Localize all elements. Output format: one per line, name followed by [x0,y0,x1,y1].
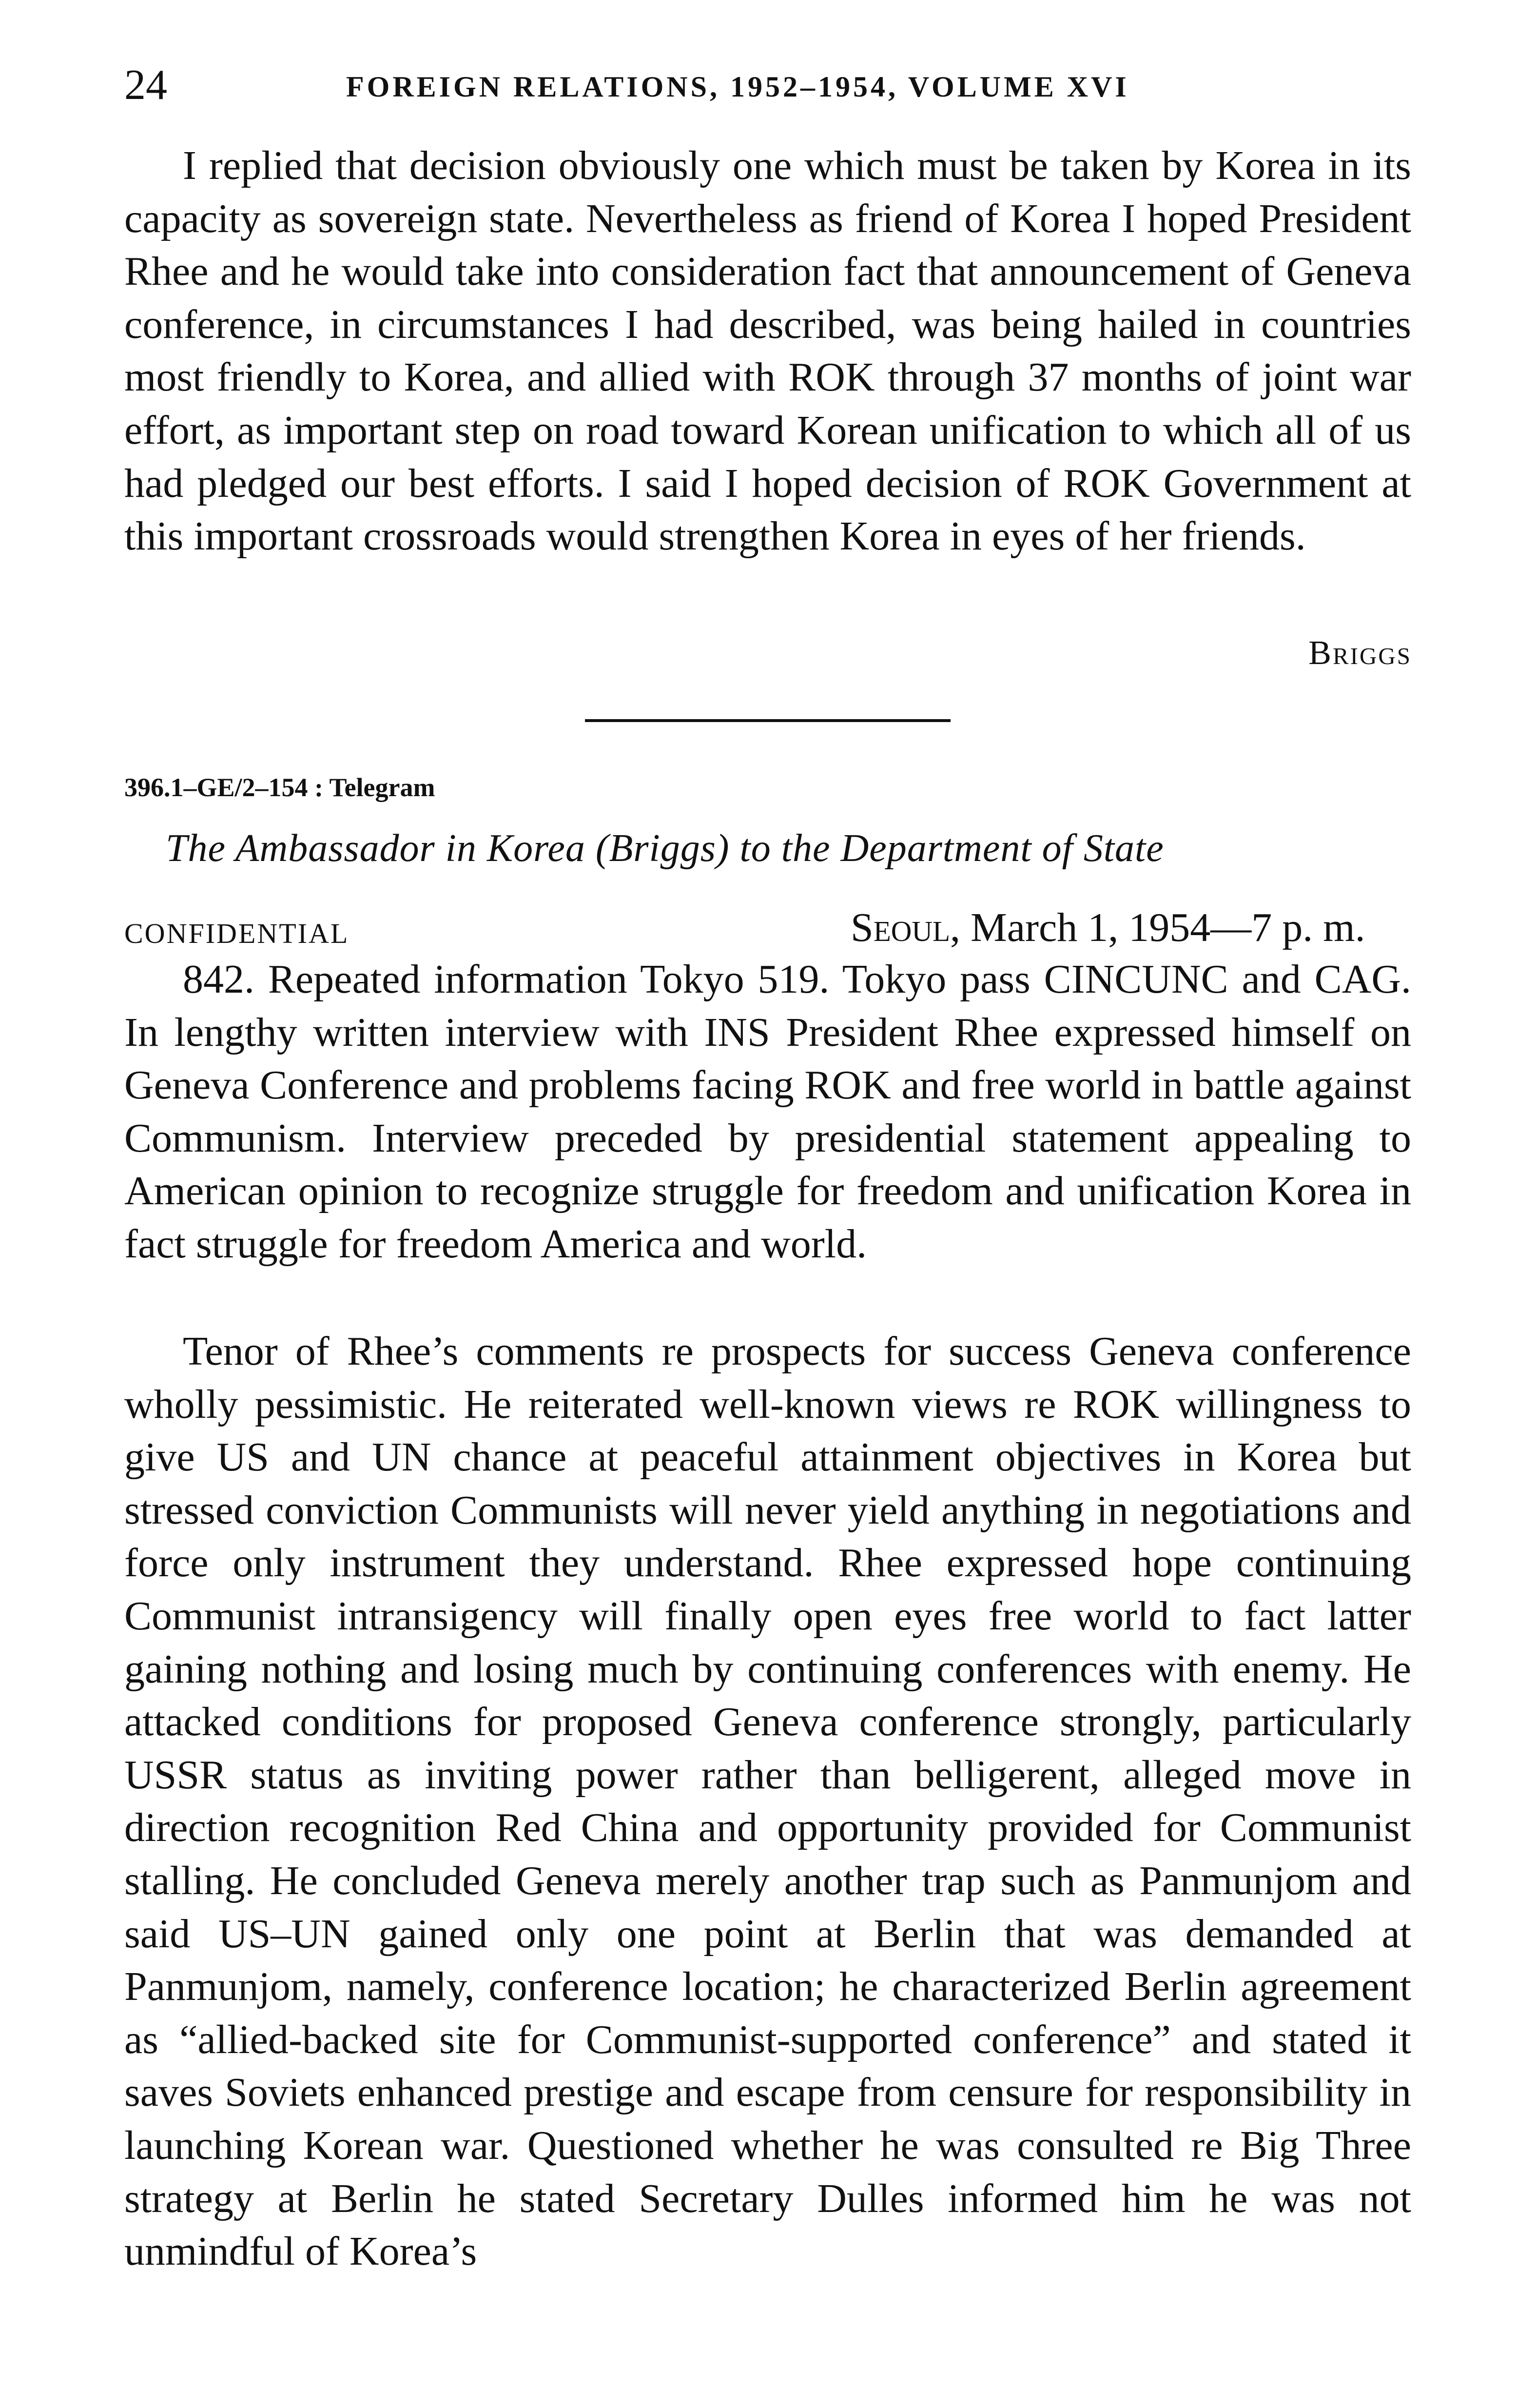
running-head: FOREIGN RELATIONS, 1952–1954, VOLUME XVI [346,71,1129,103]
file-reference: 396.1–GE/2–154 : Telegram [124,773,435,802]
dateline-date: March 1, 1954—7 p. m. [971,905,1365,950]
classification-label: CONFIDENTIAL [124,918,350,949]
document-title: The Ambassador in Korea (Briggs) to the Department of State [166,827,1164,870]
page-header [124,59,1397,112]
page-number: 24 [124,61,167,109]
signature-briggs: Briggs [1308,634,1412,672]
paragraph-telegram-intro: 842. Repeated information Tokyo 519. Tokyo pass CINCUNC and CAG. In lengthy written interview with INS President Rhee expressed himself on Geneva Conference and problems facing ROK and free world in battle against Communism. Interview preceded by presidential statement appealing to American opinion to recognize struggle for freedom and unification Korea in fact struggle for freedom America and world. [124,957,1411,1267]
section-divider [585,719,951,722]
paragraph-tenor: Tenor of Rhee’s comments re prospects for success Geneva conference wholly pessimistic. He reiterated well-known views re ROK willingness to give US and UN chance at peaceful attainment objectives in Korea but stressed conviction Communists will never yield anything in negotiations and force only instrument they understand. Rhee expressed hope continuing Communist intransigency will finally open eyes free world to fact latter gaining nothing and losing much by continuing conferences with enemy. He attacked conditions for proposed Geneva conference strongly, particularly USSR status as inviting power rather than belligerent, alleged move in direction recognition Red China and opportunity provided for Communist stalling. He concluded Geneva merely another trap such as Panmunjom and said US–UN gained only one point at Berlin that was demanded at Panmunjom, namely, conference location; he characterized Berlin agreement as “allied-backed site for Communist-supported conference” and stated it saves Soviets enhanced prestige and escape from censure for responsibility in launching Korean war. Questioned whether he was consulted re Big Three strategy at Berlin he stated Secretary Dulles informed him he was not unmindful of Korea’s [124,1329,1411,2274]
paragraph-reply: I replied that decision obviously one which must be taken by Korea in its capacity as sovereign state. Nevertheless as friend of Korea I hoped President Rhee and he would take into consideration fact that announcement of Geneva conference, in circumstances I had described, was being hailed in countries most friendly to Korea, and allied with ROK through 37 months of joint war effort, as important step on road toward Korean unification to which all of us had pledged our best efforts. I said I hoped decision of ROK Government at this important crossroads would strengthen Korea in eyes of her friends. [124,143,1411,559]
place-date-line [851,901,1365,955]
dateline-place: Seoul, [851,905,961,950]
